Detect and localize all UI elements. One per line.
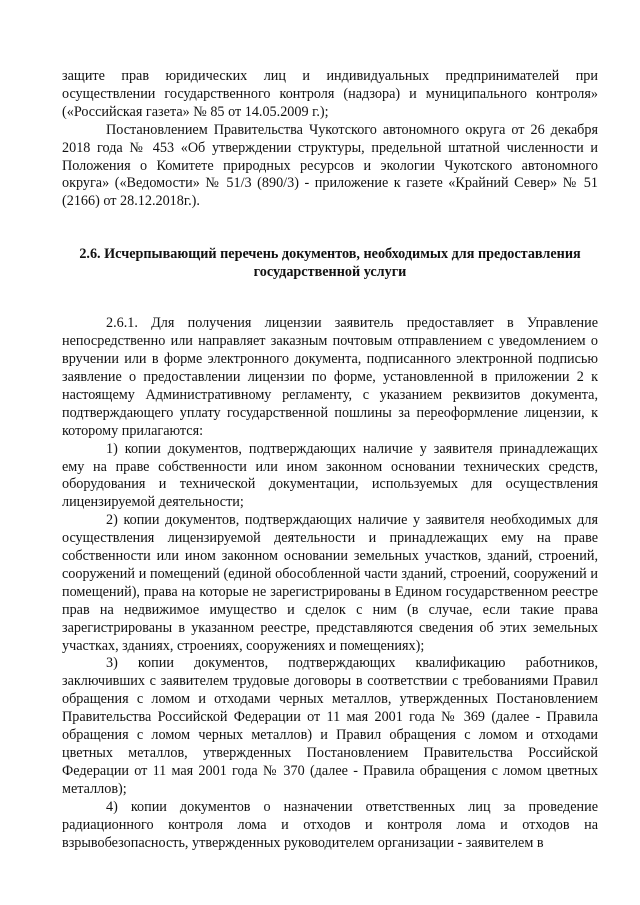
document-page [62,68,598,852]
paragraph-resolution-chukotka: Постановлением Правительства Чукотского автономного округа от 26 декабря 2018 года № 453 «Об утверждении структуры, предельной штатной численности и Положения о Комитете природных ресурсов и экологии Чукотского автономного округа» («Ведомости» № 51/3 (890/3) - приложение к газете «Крайний Север» № 51 (2166) от 28.12.2018г.). [62,121,598,210]
paragraph-continuation: защите прав юридических лиц и индивидуальных предпринимателей при осуществлении государственного контроля (надзора) и муниципального контроля» («Российская газета» № 85 от 14.05.2009 г.); [62,68,598,120]
list-item-3: 3) копии документов, подтверждающих квалификацию работников, заключивших с заявителем трудовые договоры в соответствии с требованиями Правил обращения с ломом и отходами черных металлов, утвержденных Постановлением Правительства Российской Федерации от 11 мая 2001 года № 369 (далее - Правила обращения с ломом черных металлов) и Правил обращения с ломом и отходами цветных металлов, утвержденных Постановлением Правительства Российской Федерации от 11 мая 2001 года № 370 (далее - Правила обращения с ломом цветных металлов); [62,655,598,797]
list-item-1: 1) копии документов, подтверждающих наличие у заявителя принадлежащих ему на праве собственности или ином законном основании технических средств, оборудования и технической документации, используемых для осуществления лицензируемой деятельности; [62,440,598,511]
section-heading: 2.6. Исчерпывающий перечень документов, необходимых для предоставления государственной услуги [79,246,581,281]
list-item-2: 2) копии документов, подтверждающих наличие у заявителя необходимых для осуществления лицензируемой деятельности и принадлежащих ему на праве собственности или ином законном основании земельных участков, зданий, строений, сооружений и помещений (единой обособленной части зданий, строений, сооружений и помещений), права на которые не зарегистрированы в Едином государственном реестре прав на недвижимое имущество и сделок с ним (в случае, если такие права зарегистрированы в указанном реестре, представляются сведения об этих земельных участках, зданиях, строениях, сооружениях и помещениях); [62,512,598,654]
list-item-4: 4) копии документов о назначении ответственных лиц за проведение радиационного контроля лома и отходов и контроля лома и отходов на взрывобезопасность, утвержденных руководителем организации - заявителем в [62,798,598,851]
paragraph-2-6-1: 2.6.1. Для получения лицензии заявитель предоставляет в Управление непосредственно или направляет заказным почтовым отправлением с уведомлением о вручении или в форме электронного документа, подписанного электронной подписью заявление о предоставлении лицензии по форме, установленной в приложении 2 к настоящему Административному регламенту, с указанием реквизитов документа, подтверждающего уплату государственной пошлины за переоформление лицензии, к которому прилагаются: [62,315,598,439]
